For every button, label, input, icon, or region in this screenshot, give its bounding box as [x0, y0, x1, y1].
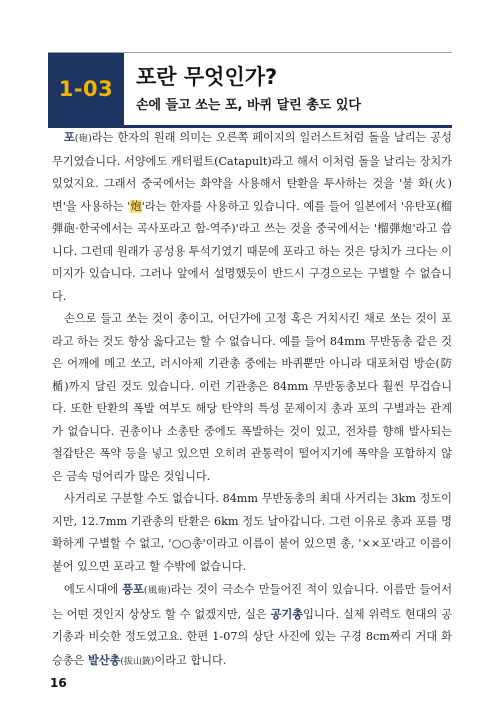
paragraph-1	[52, 126, 452, 308]
page-subtitle: 손에 들고 쏘는 포, 바퀴 달린 총도 있다	[136, 98, 361, 113]
hanja-note: (風砲)	[143, 586, 171, 596]
keyword: 발산총	[87, 652, 121, 667]
paragraph-2: 손으로 들고 쏘는 것이 총이고, 어딘가에 고정 혹은 거치시킨 채로 쏘는 것이 포라고 하는 것도 항상 옳다고는 할 수 없습니다. 예를 들어 84mm 무반동총 같은 것은 어깨에 메고 쏘고, 러시아제 기관총 중에는 바퀴뿐만 아니라 대포처럼 방순(防楯)까지 달린 것도 있습니다. 이런 기관총은 84mm 무반동총보다 훨씬 무겁습니다. 또한 탄환의 폭발 여부도 해당 탄약의 특성 문제이지 총과 포의 구별과는 관계가 없습니다. 권총이나 소총탄 중에도 폭발하는 것이 있고, 전차를 향해 발사되는 철갑탄은 폭약 등을 넣고 있으면 오히려 관통력이 떨어지기에 폭약을 포함하지 않은 금속 덩어리가 많은 것입니다.	[52, 312, 452, 483]
section-header	[48, 52, 452, 128]
section-number-badge	[48, 53, 124, 125]
hanja-note: (拔山銃)	[120, 656, 155, 667]
paragraph-text: 입니다. 실제 위력도 현대의 공기총과 비슷한 정도였고요. 한편 1-07의 상단 사진에 있는 구경 8cm짜리 거대 화승총은	[52, 607, 453, 667]
paragraph-text: 라는 한자의 원래 의미는 오른쪽 페이지의 일러스트처럼 돌을 날리는 공성 무기였습니다. 서양에도 캐터펄트(Catapult)라고 해서 이처럼 돌을 날리는 장치가 있었지요. 그래서 중국에서는 화약을 사용해서 탄환을 투사하는 것을 '불 화(火)변'을 사용하는 '	[52, 131, 452, 213]
paragraph-text: 라는 것이 극소수 만들어진 적이 있습니다. 이름만 들어서는 어떤 것인지 상상도 할 수 없겠지만, 실은	[52, 583, 453, 621]
paragraph-text: 이라고 합니다.	[154, 653, 227, 667]
page-title: 포란 무엇인가?	[136, 65, 278, 89]
keyword: 포	[64, 130, 75, 144]
body-text	[52, 126, 452, 673]
paragraph-3: 사거리로 구분할 수도 없습니다. 84mm 무반동총의 최대 사거리는 3km 정도이지만, 12.7mm 기관총의 탄환은 6km 정도 날아갑니다. 그런 이유로 총과 포를 명확하게 구별할 수 없고, '○○총'이라고 이름이 붙어 있으면 총, '××포'라고 이름이 붙어 있으면 포라고 할 수밖에 없습니다.	[52, 492, 452, 573]
hanja-note: (砲)	[74, 134, 92, 144]
keyword: 풍포	[122, 582, 144, 596]
keyword: 공기총	[270, 606, 304, 621]
highlighted-hanja: 炮	[130, 199, 142, 213]
paragraph-4	[52, 578, 452, 673]
page-number: 16	[50, 676, 67, 690]
paragraph-text: 에도시대에	[64, 583, 123, 596]
section-number: 1-03	[58, 77, 114, 101]
header-text	[124, 53, 361, 125]
paragraph-text: '라는 한자를 사용하고 있습니다. 예를 들어 일본에서 '유탄포(榴弾砲·한국에서는 곡사포라고 함-역주)'라고 쓰는 것을 중국에서는 '榴弾炮'라고 씁니다. 그런데 원래가 공성용 투석기였기 때문에 포라고 하는 것은 당치가 크다는 이미지가 있습니다. 그러나 앞에서 설명했듯이 반드시 구경으로는 구별할 수 없습니다.	[52, 199, 452, 303]
